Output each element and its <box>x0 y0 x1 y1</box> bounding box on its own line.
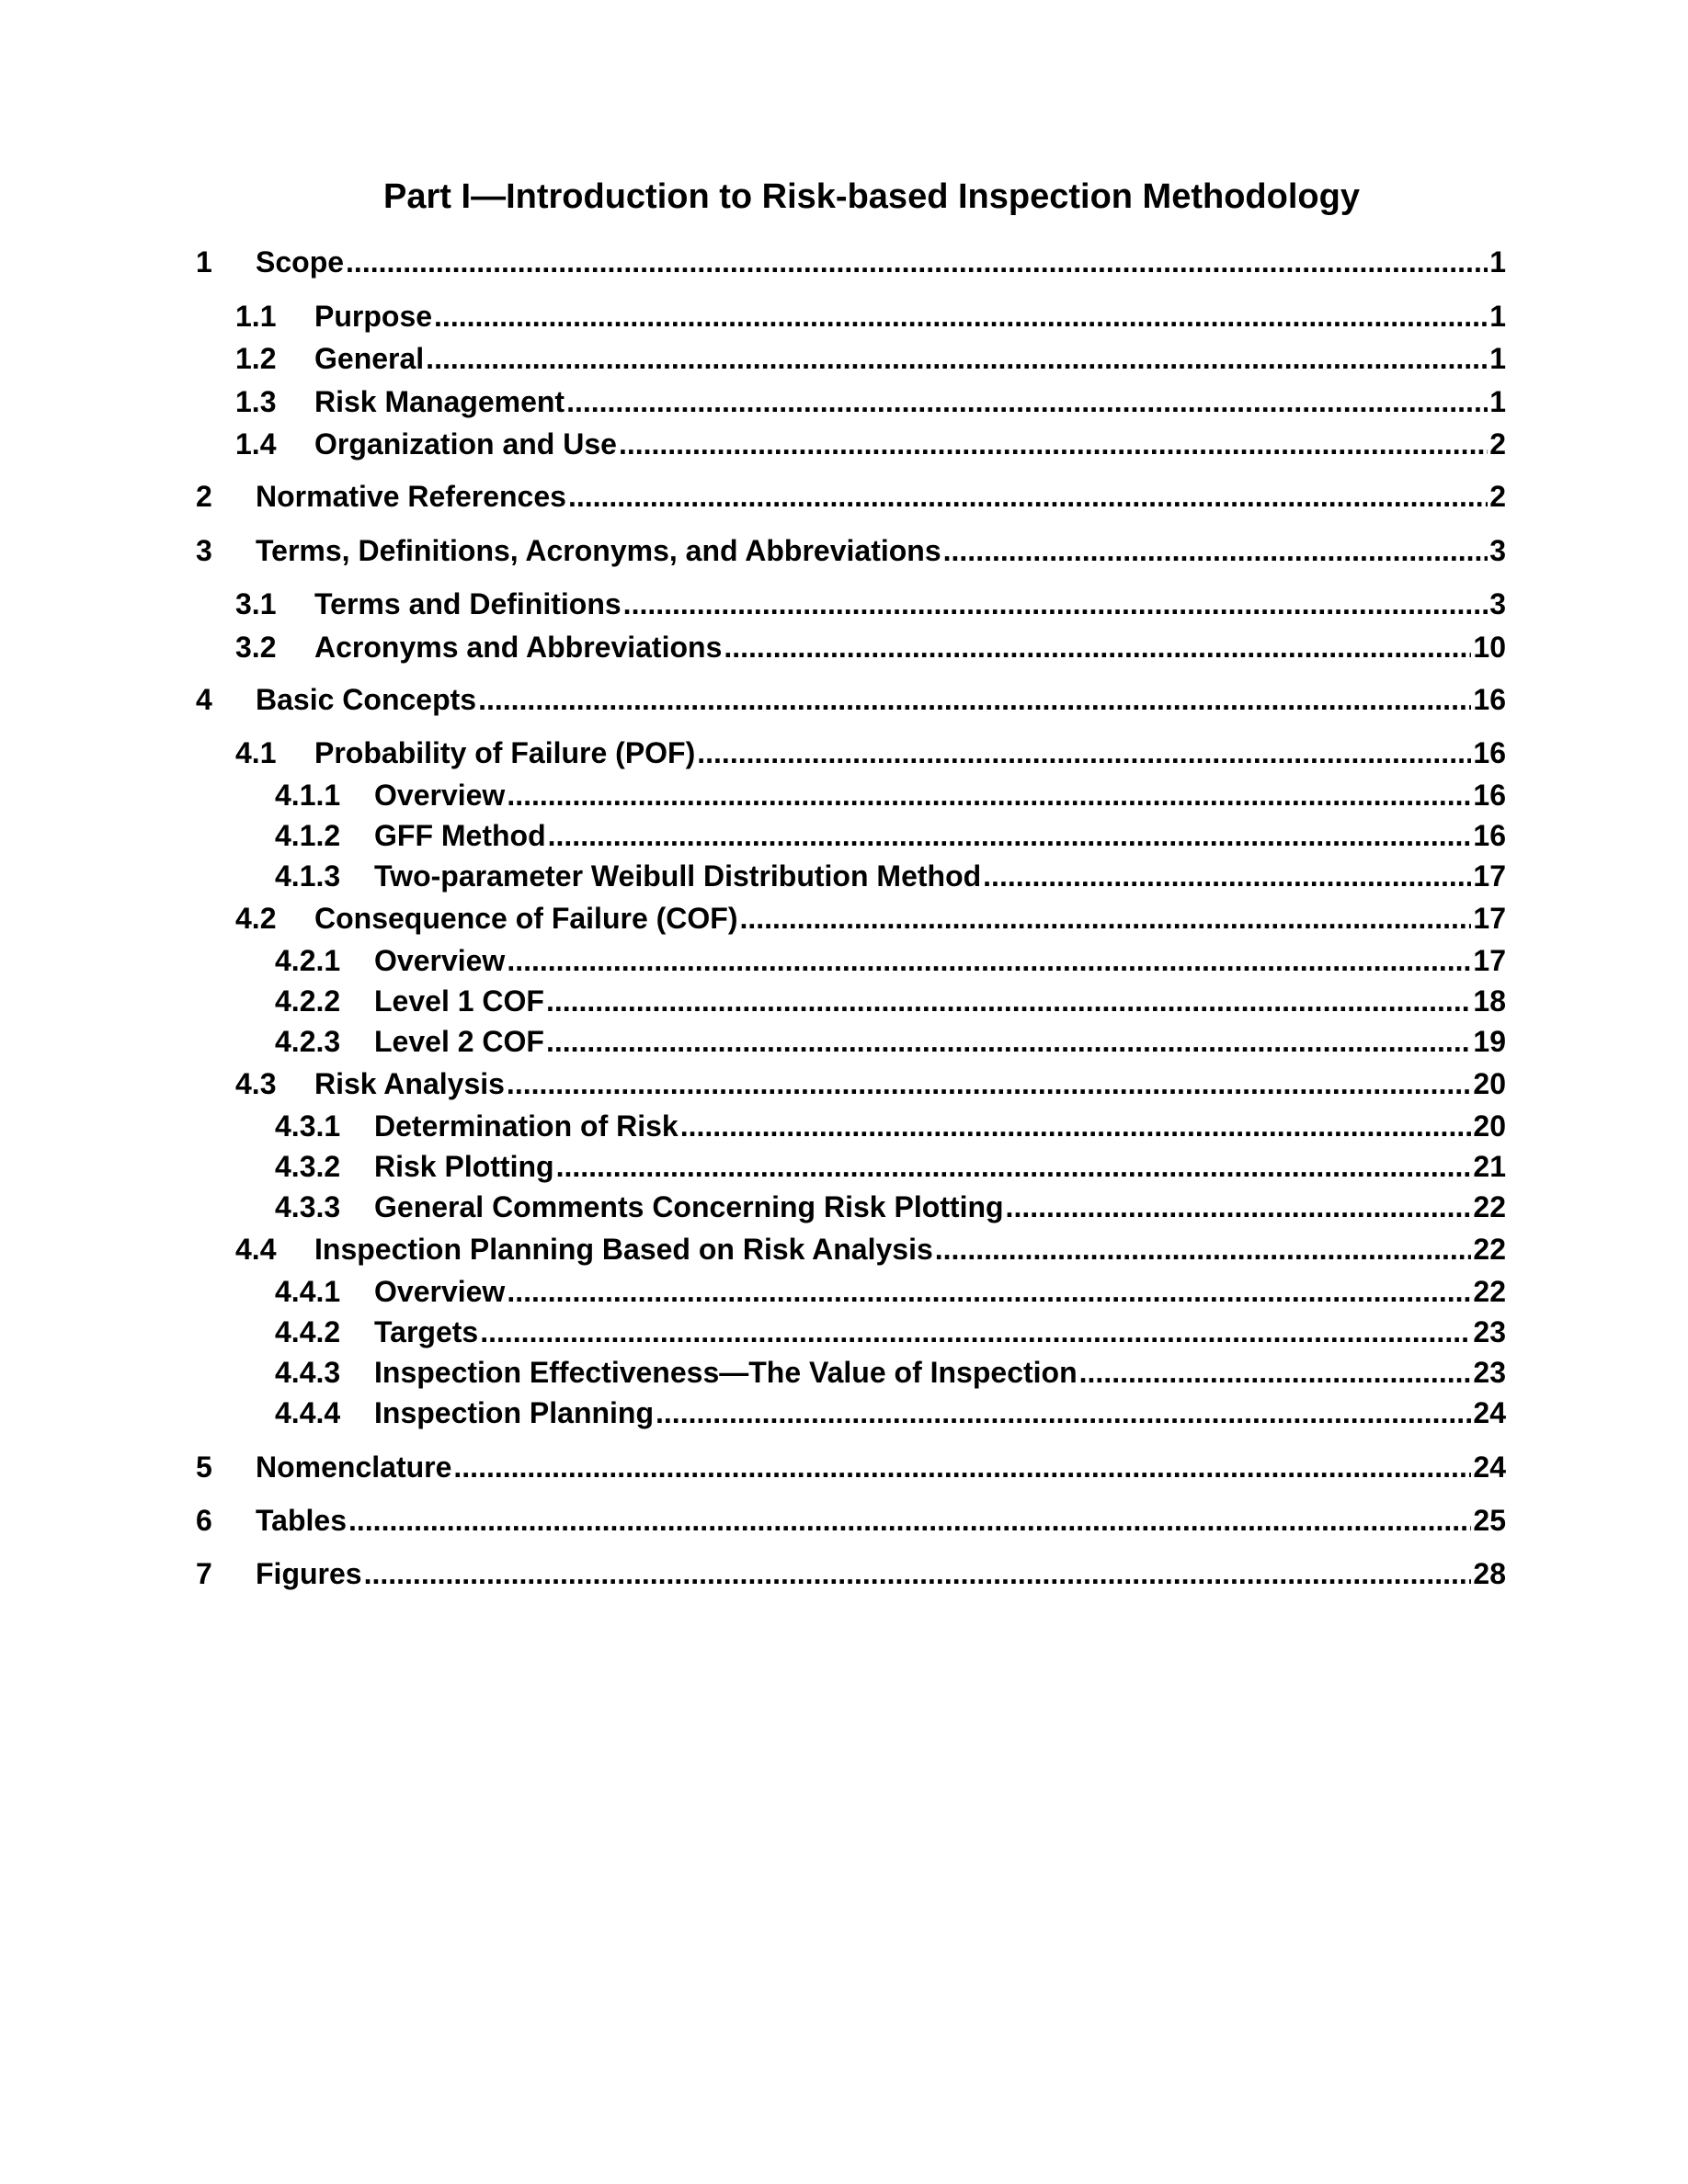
toc-entry-page-number: 1 <box>1489 385 1506 418</box>
toc-entry-number: 6 <box>196 1504 212 1537</box>
toc-entry-page-number: 2 <box>1489 427 1506 461</box>
toc-entry-label: Inspection Planning <box>374 1396 655 1429</box>
toc-entry-number: 4 <box>196 683 212 716</box>
toc-entry-page-number: 20 <box>1473 1109 1506 1143</box>
toc-entry-page-number: 16 <box>1473 779 1506 812</box>
toc-entry[interactable] <box>196 532 1506 569</box>
toc-entry[interactable] <box>275 983 1506 1019</box>
dot-leader <box>507 1273 1471 1310</box>
dot-leader <box>566 383 1488 420</box>
toc-entry-label: GFF Method <box>374 819 546 852</box>
toc-entry-page-number: 16 <box>1473 683 1506 716</box>
toc-entry-page-number: 16 <box>1473 819 1506 852</box>
toc-entry-label: Figures <box>256 1557 362 1590</box>
dot-leader <box>346 244 1488 280</box>
toc-entry-number: 4.4 <box>235 1233 277 1266</box>
toc-entry-number: 4.4.2 <box>275 1315 341 1348</box>
toc-entry[interactable] <box>275 777 1506 813</box>
toc-entry-label: General <box>314 342 425 375</box>
toc-entry-number: 1.4 <box>235 427 277 461</box>
dot-leader <box>453 1449 1471 1485</box>
toc-entry-label: General Comments Concerning Risk Plotting <box>374 1190 1004 1223</box>
toc-entry-number: 3.1 <box>235 587 277 620</box>
toc-entry-page-number: 16 <box>1473 736 1506 769</box>
dot-leader <box>426 340 1488 377</box>
page-title: Part I—Introduction to Risk-based Inspection Methodology <box>383 177 1360 216</box>
toc-entry[interactable] <box>235 1231 1506 1268</box>
toc-entry-number: 4.1 <box>235 736 277 769</box>
dot-leader <box>507 1065 1471 1102</box>
toc-entry-page-number: 25 <box>1473 1504 1506 1537</box>
toc-entry-page-number: 24 <box>1473 1396 1506 1429</box>
toc-entry-page-number: 22 <box>1473 1233 1506 1266</box>
dot-leader <box>697 734 1471 771</box>
dot-leader <box>1006 1189 1472 1225</box>
toc-entry-page-number: 17 <box>1473 902 1506 935</box>
dot-leader <box>680 1108 1472 1144</box>
toc-entry-page-number: 24 <box>1473 1450 1506 1484</box>
dot-leader <box>935 1231 1472 1268</box>
toc-entry-number: 3.2 <box>235 631 277 664</box>
toc-entry[interactable] <box>235 383 1506 420</box>
toc-entry[interactable] <box>235 1065 1506 1102</box>
dot-leader <box>983 858 1471 894</box>
toc-entry[interactable] <box>275 1108 1506 1144</box>
dot-leader <box>548 817 1472 854</box>
toc-entry-number: 4.1.2 <box>275 819 341 852</box>
toc-entry-number: 4.3 <box>235 1067 277 1100</box>
toc-entry-label: Terms and Definitions <box>314 587 622 620</box>
toc-entry[interactable] <box>235 734 1506 771</box>
toc-entry-label: Overview <box>374 1275 506 1308</box>
toc-entry[interactable] <box>275 1273 1506 1310</box>
dot-leader <box>434 298 1488 335</box>
toc-entry-number: 4.2.2 <box>275 984 341 1018</box>
toc-entry-label: Targets <box>374 1315 479 1348</box>
toc-entry-page-number: 21 <box>1473 1150 1506 1183</box>
toc-entry-label: Tables <box>256 1504 347 1537</box>
toc-entry[interactable] <box>235 629 1506 665</box>
toc-entry-label: Organization and Use <box>314 427 617 461</box>
toc-entry-number: 4.1.1 <box>275 779 341 812</box>
toc-entry-label: Level 2 COF <box>374 1025 544 1058</box>
dot-leader <box>1079 1354 1472 1391</box>
toc-entry-label: Overview <box>374 944 506 977</box>
toc-entry[interactable] <box>196 1555 1506 1592</box>
toc-entry-label: Inspection Effectiveness—The Value of Inspection <box>374 1356 1078 1389</box>
toc-entry-label: Scope <box>256 245 345 279</box>
dot-leader <box>739 900 1471 937</box>
toc-entry-page-number: 1 <box>1489 300 1506 333</box>
toc-entry-page-number: 2 <box>1489 480 1506 513</box>
dot-leader <box>478 681 1471 718</box>
dot-leader <box>619 426 1488 462</box>
toc-entry[interactable] <box>196 244 1506 280</box>
toc-entry-label: Consequence of Failure (COF) <box>314 902 738 935</box>
toc-entry-number: 4.1.3 <box>275 859 341 893</box>
dot-leader <box>364 1555 1472 1592</box>
toc-entry-page-number: 20 <box>1473 1067 1506 1100</box>
toc-entry[interactable] <box>235 340 1506 377</box>
toc-entry-page-number: 22 <box>1473 1190 1506 1223</box>
toc-entry[interactable] <box>275 1394 1506 1431</box>
toc-entry-number: 4.2.3 <box>275 1025 341 1058</box>
toc-entry-label: Overview <box>374 779 506 812</box>
toc-entry[interactable] <box>275 942 1506 979</box>
dot-leader <box>556 1148 1472 1185</box>
toc-entry[interactable] <box>196 1502 1506 1539</box>
toc-entry-number: 2 <box>196 480 212 513</box>
toc-entry-page-number: 22 <box>1473 1275 1506 1308</box>
toc-entry[interactable] <box>275 1023 1506 1060</box>
dot-leader <box>507 777 1471 813</box>
toc-entry[interactable] <box>275 1148 1506 1185</box>
toc-entry-number: 5 <box>196 1450 212 1484</box>
toc-entry-number: 1.2 <box>235 342 277 375</box>
toc-entry-page-number: 18 <box>1473 984 1506 1018</box>
toc-entry-page-number: 3 <box>1489 534 1506 567</box>
toc-entry[interactable] <box>275 858 1506 894</box>
toc-entry-label: Terms, Definitions, Acronyms, and Abbreviations <box>256 534 941 567</box>
dot-leader <box>546 983 1471 1019</box>
toc-entry[interactable] <box>196 681 1506 718</box>
dot-leader <box>480 1314 1471 1350</box>
toc-entry-number: 4.4.1 <box>275 1275 341 1308</box>
toc-entry-number: 4.3.1 <box>275 1109 341 1143</box>
toc-entry-page-number: 3 <box>1489 587 1506 620</box>
dot-leader <box>507 942 1471 979</box>
toc-entry-label: Nomenclature <box>256 1450 452 1484</box>
toc-entry-page-number: 1 <box>1489 245 1506 279</box>
toc-entry-page-number: 23 <box>1473 1356 1506 1389</box>
dot-leader <box>656 1394 1471 1431</box>
toc-entry-label: Normative References <box>256 480 566 513</box>
dot-leader <box>943 532 1488 569</box>
toc-entry-number: 7 <box>196 1557 212 1590</box>
toc-entry[interactable] <box>275 1314 1506 1350</box>
toc-entry-label: Level 1 COF <box>374 984 544 1018</box>
toc-entry-page-number: 10 <box>1473 631 1506 664</box>
toc-entry[interactable] <box>196 478 1506 515</box>
toc-entry-number: 1 <box>196 245 212 279</box>
dot-leader <box>546 1023 1471 1060</box>
toc-entry-number: 4.2 <box>235 902 277 935</box>
toc-entry-page-number: 17 <box>1473 859 1506 893</box>
toc-entry[interactable] <box>196 1449 1506 1485</box>
toc-entry-page-number: 17 <box>1473 944 1506 977</box>
toc-entry-number: 4.4.3 <box>275 1356 341 1389</box>
dot-leader <box>623 586 1488 622</box>
dot-leader <box>568 478 1488 515</box>
toc-entry-label: Risk Management <box>314 385 565 418</box>
toc-entry-number: 1.1 <box>235 300 277 333</box>
toc-entry-page-number: 23 <box>1473 1315 1506 1348</box>
dot-leader <box>724 629 1471 665</box>
toc-entry-number: 4.3.2 <box>275 1150 341 1183</box>
toc-entry[interactable] <box>275 1354 1506 1391</box>
toc-entry-number: 4.3.3 <box>275 1190 341 1223</box>
toc-entry-label: Two-parameter Weibull Distribution Method <box>374 859 982 893</box>
toc-entry[interactable] <box>275 817 1506 854</box>
toc-entry-label: Risk Plotting <box>374 1150 554 1183</box>
toc-entry-label: Acronyms and Abbreviations <box>314 631 723 664</box>
toc-entry-number: 3 <box>196 534 212 567</box>
toc-entry-number: 4.4.4 <box>275 1396 341 1429</box>
toc-entry-number: 4.2.1 <box>275 944 341 977</box>
dot-leader <box>348 1502 1471 1539</box>
toc-entry[interactable] <box>275 1189 1506 1225</box>
toc-entry-label: Basic Concepts <box>256 683 477 716</box>
toc-entry-page-number: 19 <box>1473 1025 1506 1058</box>
toc-entry-label: Inspection Planning Based on Risk Analysis <box>314 1233 933 1266</box>
toc-entry-label: Risk Analysis <box>314 1067 505 1100</box>
toc-entry-label: Determination of Risk <box>374 1109 679 1143</box>
toc-entry[interactable] <box>235 586 1506 622</box>
toc-entry-page-number: 28 <box>1473 1557 1506 1590</box>
toc-entry-number: 1.3 <box>235 385 277 418</box>
toc-entry-page-number: 1 <box>1489 342 1506 375</box>
toc-entry[interactable] <box>235 426 1506 462</box>
toc-entry-label: Purpose <box>314 300 433 333</box>
toc-entry-label: Probability of Failure (POF) <box>314 736 696 769</box>
toc-entry[interactable] <box>235 298 1506 335</box>
toc-entry[interactable] <box>235 900 1506 937</box>
